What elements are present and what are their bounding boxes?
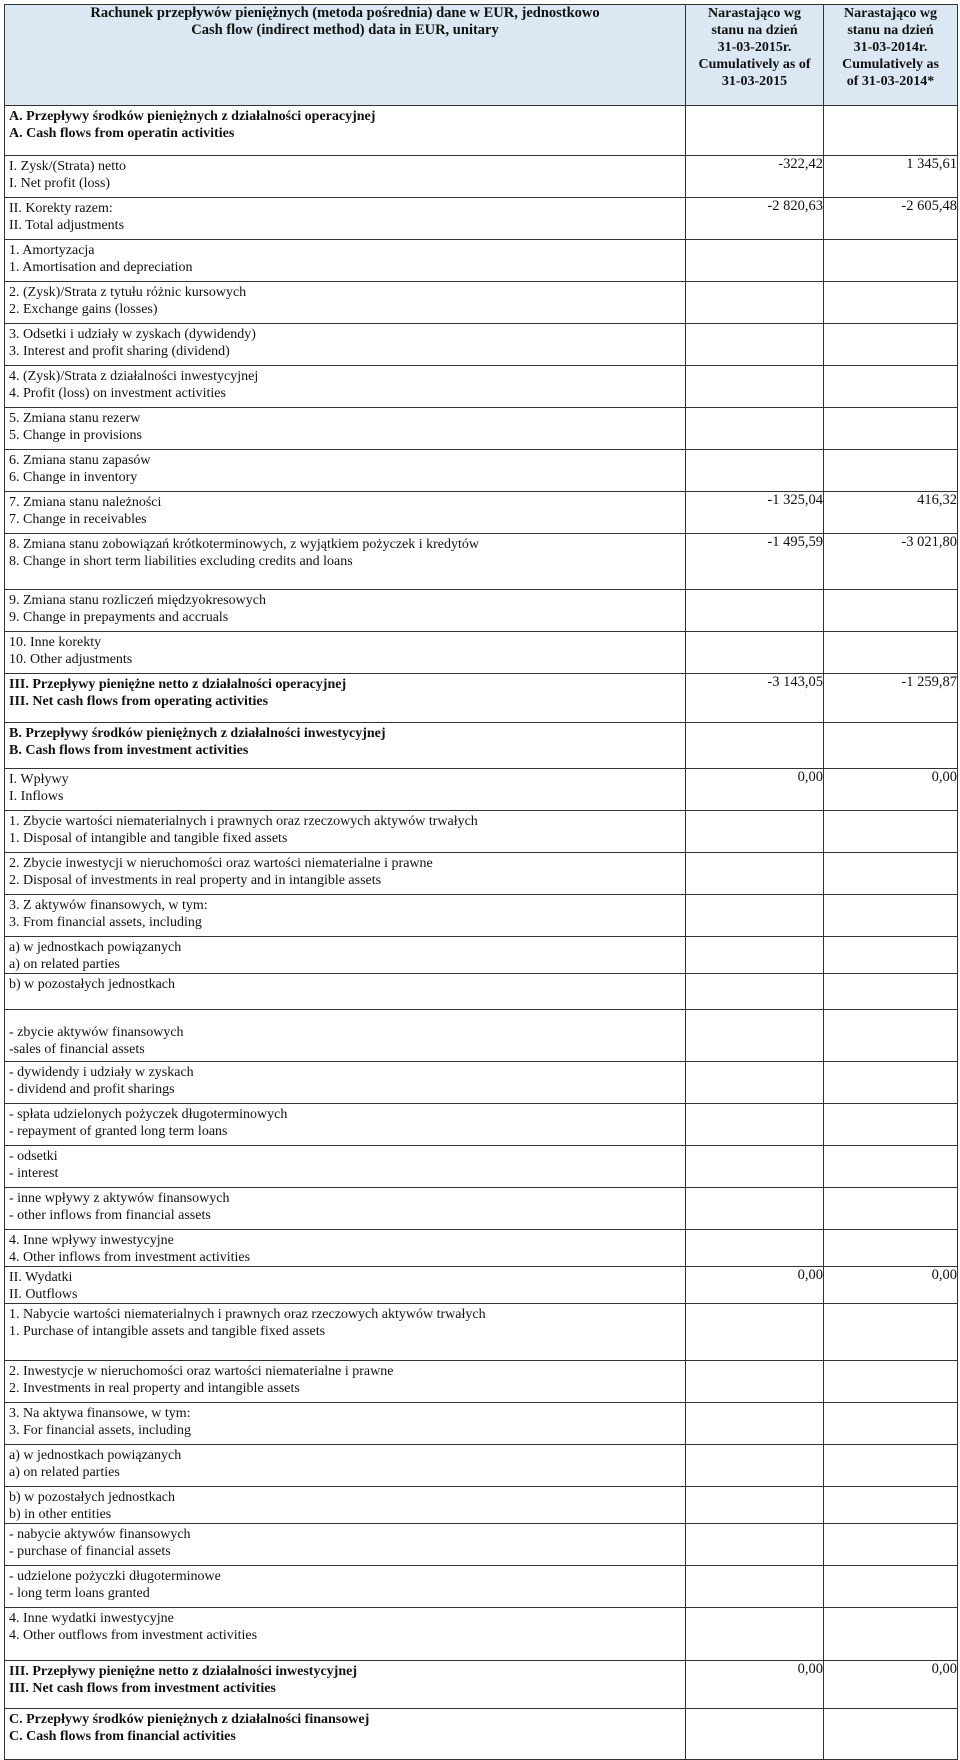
value-2014: 0,00	[824, 1661, 958, 1709]
row-label-cell	[5, 1104, 686, 1146]
value-2015: -1 325,04	[686, 492, 824, 534]
row-label-english: - long term loans granted	[9, 1586, 150, 1601]
value-2015	[686, 282, 824, 324]
row-label-english: III. Net cash flows from operating activities	[9, 694, 269, 709]
value-2014	[824, 106, 958, 156]
row-label-polish: 4. Inne wpływy inwestycyjne	[9, 1233, 174, 1248]
value-2015: 0,00	[686, 769, 824, 811]
cash-flow-statement	[4, 4, 957, 1744]
row-label-english: - purchase of financial assets	[9, 1544, 171, 1559]
table-row	[5, 156, 958, 198]
statement-title	[5, 5, 686, 106]
row-label-english: - other inflows from financial assets	[9, 1208, 211, 1223]
value-2015	[686, 450, 824, 492]
row-label-english: 8. Change in short term liabilities excluding credits and loans	[9, 554, 353, 569]
table-row	[5, 408, 958, 450]
row-label-english: III. Net cash flows from investment activities	[9, 1681, 276, 1696]
row-label-english: a) on related parties	[9, 1465, 120, 1480]
row-label-cell	[5, 974, 686, 1010]
col2-line: of 31-03-2014*	[846, 74, 935, 89]
col2-line: 31-03-2014r.	[853, 40, 928, 55]
table-row	[5, 1361, 958, 1403]
row-label-english: - repayment of granted long term loans	[9, 1124, 228, 1139]
row-label-polish: III. Przepływy pieniężne netto z działalności inwestycyjnej	[9, 1664, 358, 1679]
col1-line: Cumulatively as of	[698, 57, 811, 72]
row-label-cell	[5, 408, 686, 450]
value-2014	[824, 1709, 958, 1760]
row-label-polish: 7. Zmiana stanu należności	[9, 495, 162, 510]
row-label-english: 1. Disposal of intangible and tangible fixed assets	[9, 831, 288, 846]
table-row	[5, 1709, 958, 1760]
value-2014: 0,00	[824, 769, 958, 811]
row-label-polish: II. Wydatki	[9, 1270, 73, 1285]
table-row	[5, 198, 958, 240]
value-2015	[686, 240, 824, 282]
row-label-english: 2. Investments in real property and intangible assets	[9, 1381, 300, 1396]
col2-line: stanu na dzień	[847, 23, 934, 38]
col1-line: 31-03-2015	[721, 74, 788, 89]
table-row	[5, 1608, 958, 1661]
value-2015: -322,42	[686, 156, 824, 198]
row-label-english: 1. Amortisation and depreciation	[9, 260, 193, 275]
value-2015	[686, 1445, 824, 1487]
row-label-cell	[5, 534, 686, 590]
value-2014	[824, 366, 958, 408]
row-label-english: 5. Change in provisions	[9, 428, 142, 443]
value-2015: -1 495,59	[686, 534, 824, 590]
row-label-polish: I. Zysk/(Strata) netto	[9, 159, 127, 174]
value-2014	[824, 1230, 958, 1267]
row-label-polish: A. Przepływy środków pieniężnych z działalności operacyjnej	[9, 109, 376, 124]
row-label-polish: - zbycie aktywów finansowych	[9, 1025, 184, 1040]
col1-line: stanu na dzień	[711, 23, 798, 38]
row-label-english: a) on related parties	[9, 957, 120, 972]
col2-line: Cumulatively as	[842, 57, 939, 72]
row-label-cell	[5, 106, 686, 156]
table-row	[5, 324, 958, 366]
row-label-cell	[5, 1661, 686, 1709]
value-2014	[824, 408, 958, 450]
value-2015	[686, 937, 824, 974]
value-2014	[824, 324, 958, 366]
row-label-polish: C. Przepływy środków pieniężnych z działalności finansowej	[9, 1712, 370, 1727]
value-2014	[824, 282, 958, 324]
row-label-polish: 4. Inne wydatki inwestycyjne	[9, 1611, 174, 1626]
table-header-row	[5, 5, 958, 106]
row-label-cell	[5, 324, 686, 366]
value-2015	[686, 974, 824, 1010]
value-2015	[686, 590, 824, 632]
row-label-polish: 3. Na aktywa finansowe, w tym:	[9, 1406, 191, 1421]
value-2015: -3 143,05	[686, 674, 824, 723]
row-label-english: 4. Other outflows from investment activities	[9, 1628, 258, 1643]
row-label-polish: 1. Nabycie wartości niematerialnych i prawnych oraz rzeczowych aktywów trwałych	[9, 1307, 486, 1322]
row-label-english: 4. Other inflows from investment activities	[9, 1250, 251, 1265]
row-label-cell	[5, 853, 686, 895]
table-row	[5, 1524, 958, 1566]
table-row	[5, 895, 958, 937]
row-label-cell	[5, 1445, 686, 1487]
table-row	[5, 1661, 958, 1709]
table-body	[5, 106, 958, 1760]
row-label-english: 2. Exchange gains (losses)	[9, 302, 158, 317]
value-2014	[824, 811, 958, 853]
row-label-polish: 8. Zmiana stanu zobowiązań krótkoterminowych, z wyjątkiem pożyczek i kredytów	[9, 537, 480, 552]
value-2015	[686, 1304, 824, 1361]
row-label-cell	[5, 723, 686, 769]
table-row	[5, 492, 958, 534]
row-label-cell	[5, 1608, 686, 1661]
table-row	[5, 1304, 958, 1361]
row-label-english: 2. Disposal of investments in real property and in intangible assets	[9, 873, 382, 888]
row-label-english: I. Net profit (loss)	[9, 176, 111, 191]
row-label-polish: II. Korekty razem:	[9, 201, 113, 216]
col1-line: Narastająco wg	[708, 6, 801, 21]
value-2015	[686, 1709, 824, 1760]
value-2014: -1 259,87	[824, 674, 958, 723]
value-2014	[824, 1010, 958, 1062]
table-row	[5, 1267, 958, 1304]
row-label-english: b) in other entities	[9, 1507, 112, 1522]
table-row	[5, 853, 958, 895]
row-label-english: 3. From financial assets, including	[9, 915, 202, 930]
row-label-cell	[5, 1062, 686, 1104]
row-label-polish: a) w jednostkach powiązanych	[9, 1448, 182, 1463]
value-2014: -2 605,48	[824, 198, 958, 240]
row-label-polish: 10. Inne korekty	[9, 635, 102, 650]
row-label-polish: b) w pozostałych jednostkach	[9, 977, 176, 992]
value-2014	[824, 1445, 958, 1487]
value-2015	[686, 408, 824, 450]
table-row	[5, 632, 958, 674]
table-row	[5, 1188, 958, 1230]
title-polish: Rachunek przepływów pieniężnych (metoda pośrednia) dane w EUR, jednostkowo	[90, 5, 600, 21]
row-label-cell	[5, 674, 686, 723]
value-2015	[686, 106, 824, 156]
value-2015	[686, 1188, 824, 1230]
row-label-english: 6. Change in inventory	[9, 470, 138, 485]
value-2014	[824, 723, 958, 769]
table-row	[5, 1010, 958, 1062]
row-label-english: 7. Change in receivables	[9, 512, 147, 527]
col1-line: 31-03-2015r.	[717, 40, 792, 55]
table-row	[5, 769, 958, 811]
value-2014	[824, 1487, 958, 1524]
row-label-cell	[5, 450, 686, 492]
row-label-polish: - inne wpływy z aktywów finansowych	[9, 1191, 230, 1206]
value-2015	[686, 895, 824, 937]
row-label-english: 3. Interest and profit sharing (dividend)	[9, 344, 230, 359]
row-label-polish: 2. (Zysk)/Strata z tytułu różnic kursowych	[9, 285, 247, 300]
value-2014	[824, 1524, 958, 1566]
row-label-polish: 2. Zbycie inwestycji w nieruchomości oraz wartości niematerialne i prawne	[9, 856, 433, 871]
value-2014	[824, 974, 958, 1010]
row-label-cell	[5, 282, 686, 324]
row-label-english: 10. Other adjustments	[9, 652, 133, 667]
column-header-2015	[686, 5, 824, 106]
row-label-cell	[5, 769, 686, 811]
row-label-english: -sales of financial assets	[9, 1042, 145, 1057]
row-label-polish: - nabycie aktywów finansowych	[9, 1527, 191, 1542]
value-2014: 1 345,61	[824, 156, 958, 198]
value-2014	[824, 240, 958, 282]
row-label-english: C. Cash flows from financial activities	[9, 1729, 236, 1744]
table-row	[5, 282, 958, 324]
table-row	[5, 937, 958, 974]
value-2014	[824, 450, 958, 492]
value-2014	[824, 1188, 958, 1230]
row-label-polish: - dywidendy i udziały w zyskach	[9, 1065, 194, 1080]
value-2014	[824, 1608, 958, 1661]
table-row	[5, 1487, 958, 1524]
value-2014	[824, 895, 958, 937]
title-english: Cash flow (indirect method) data in EUR, unitary	[191, 22, 499, 38]
row-label-polish: III. Przepływy pieniężne netto z działalności operacyjnej	[9, 677, 347, 692]
row-label-cell	[5, 1361, 686, 1403]
row-label-polish: - udzielone pożyczki długoterminowe	[9, 1569, 221, 1584]
table-row	[5, 974, 958, 1010]
table-row	[5, 240, 958, 282]
value-2014	[824, 590, 958, 632]
value-2015	[686, 1010, 824, 1062]
table-row	[5, 1403, 958, 1445]
table-row	[5, 1146, 958, 1188]
value-2015	[686, 811, 824, 853]
value-2015	[686, 366, 824, 408]
row-label-english: II. Outflows	[9, 1287, 78, 1302]
row-label-english: - dividend and profit sharings	[9, 1082, 175, 1097]
row-label-cell	[5, 1566, 686, 1608]
value-2014	[824, 1361, 958, 1403]
value-2015	[686, 1230, 824, 1267]
row-label-cell	[5, 1146, 686, 1188]
value-2014: 0,00	[824, 1267, 958, 1304]
table-row	[5, 366, 958, 408]
value-2015	[686, 1608, 824, 1661]
row-label-polish: - odsetki	[9, 1149, 58, 1164]
value-2014	[824, 1062, 958, 1104]
value-2015	[686, 1104, 824, 1146]
table-row	[5, 1566, 958, 1608]
value-2014: -3 021,80	[824, 534, 958, 590]
value-2015	[686, 1146, 824, 1188]
cash-flow-table	[4, 4, 958, 1760]
table-row	[5, 811, 958, 853]
value-2014	[824, 1304, 958, 1361]
value-2014: 416,32	[824, 492, 958, 534]
value-2015	[686, 723, 824, 769]
row-label-polish: 5. Zmiana stanu rezerw	[9, 411, 141, 426]
value-2014	[824, 1104, 958, 1146]
value-2014	[824, 853, 958, 895]
row-label-cell	[5, 1188, 686, 1230]
row-label-polish: 4. (Zysk)/Strata z działalności inwestycyjnej	[9, 369, 259, 384]
value-2015: 0,00	[686, 1267, 824, 1304]
row-label-cell	[5, 1403, 686, 1445]
table-row	[5, 1230, 958, 1267]
row-label-cell	[5, 198, 686, 240]
table-row	[5, 723, 958, 769]
row-label-cell	[5, 632, 686, 674]
value-2014	[824, 937, 958, 974]
row-label-cell	[5, 1487, 686, 1524]
row-label-cell	[5, 1709, 686, 1760]
value-2014	[824, 1566, 958, 1608]
row-label-polish: 3. Z aktywów finansowych, w tym:	[9, 898, 208, 913]
row-label-english: 9. Change in prepayments and accruals	[9, 610, 229, 625]
row-label-polish: 6. Zmiana stanu zapasów	[9, 453, 151, 468]
table-row	[5, 1445, 958, 1487]
table-row	[5, 1104, 958, 1146]
row-label-cell	[5, 1010, 686, 1062]
value-2015	[686, 1403, 824, 1445]
row-label-english: B. Cash flows from investment activities	[9, 743, 249, 758]
row-label-cell	[5, 811, 686, 853]
row-label-polish: B. Przepływy środków pieniężnych z działalności inwestycyjnej	[9, 726, 386, 741]
row-label-cell	[5, 492, 686, 534]
row-label-cell	[5, 1524, 686, 1566]
row-label-polish: 1. Amortyzacja	[9, 243, 95, 258]
value-2015: -2 820,63	[686, 198, 824, 240]
row-label-cell	[5, 366, 686, 408]
row-label-english: - interest	[9, 1166, 59, 1181]
column-header-2014	[824, 5, 958, 106]
row-label-english: 1. Purchase of intangible assets and tangible fixed assets	[9, 1324, 326, 1339]
row-label-cell	[5, 240, 686, 282]
value-2015	[686, 1361, 824, 1403]
row-label-cell	[5, 590, 686, 632]
row-label-cell	[5, 895, 686, 937]
table-row	[5, 106, 958, 156]
table-row	[5, 590, 958, 632]
row-label-polish: 9. Zmiana stanu rozliczeń międzyokresowych	[9, 593, 266, 608]
value-2015: 0,00	[686, 1661, 824, 1709]
row-label-english: 3. For financial assets, including	[9, 1423, 191, 1438]
value-2015	[686, 853, 824, 895]
table-row	[5, 1062, 958, 1104]
value-2015	[686, 1062, 824, 1104]
row-label-polish: 1. Zbycie wartości niematerialnych i prawnych oraz rzeczowych aktywów trwałych	[9, 814, 478, 829]
value-2015	[686, 1487, 824, 1524]
row-label-cell	[5, 1230, 686, 1267]
row-label-cell	[5, 156, 686, 198]
value-2014	[824, 632, 958, 674]
row-label-polish: a) w jednostkach powiązanych	[9, 940, 182, 955]
table-row	[5, 450, 958, 492]
row-label-polish: 3. Odsetki i udziały w zyskach (dywidendy)	[9, 327, 256, 342]
table-row	[5, 674, 958, 723]
row-label-polish: - spłata udzielonych pożyczek długoterminowych	[9, 1107, 288, 1122]
value-2015	[686, 324, 824, 366]
row-label-polish: 2. Inwestycje w nieruchomości oraz wartości niematerialne i prawne	[9, 1364, 394, 1379]
table-row	[5, 534, 958, 590]
row-label-polish: I. Wpływy	[9, 772, 69, 787]
row-label-english: I. Inflows	[9, 789, 64, 804]
row-label-cell	[5, 1304, 686, 1361]
col2-line: Narastająco wg	[844, 6, 937, 21]
row-label-cell	[5, 937, 686, 974]
row-label-english: 4. Profit (loss) on investment activities	[9, 386, 226, 401]
value-2015	[686, 632, 824, 674]
value-2015	[686, 1524, 824, 1566]
row-label-cell	[5, 1267, 686, 1304]
value-2014	[824, 1146, 958, 1188]
value-2014	[824, 1403, 958, 1445]
row-label-polish: b) w pozostałych jednostkach	[9, 1490, 176, 1505]
row-label-english: II. Total adjustments	[9, 218, 125, 233]
value-2015	[686, 1566, 824, 1608]
row-label-english: A. Cash flows from operatin activities	[9, 126, 235, 141]
